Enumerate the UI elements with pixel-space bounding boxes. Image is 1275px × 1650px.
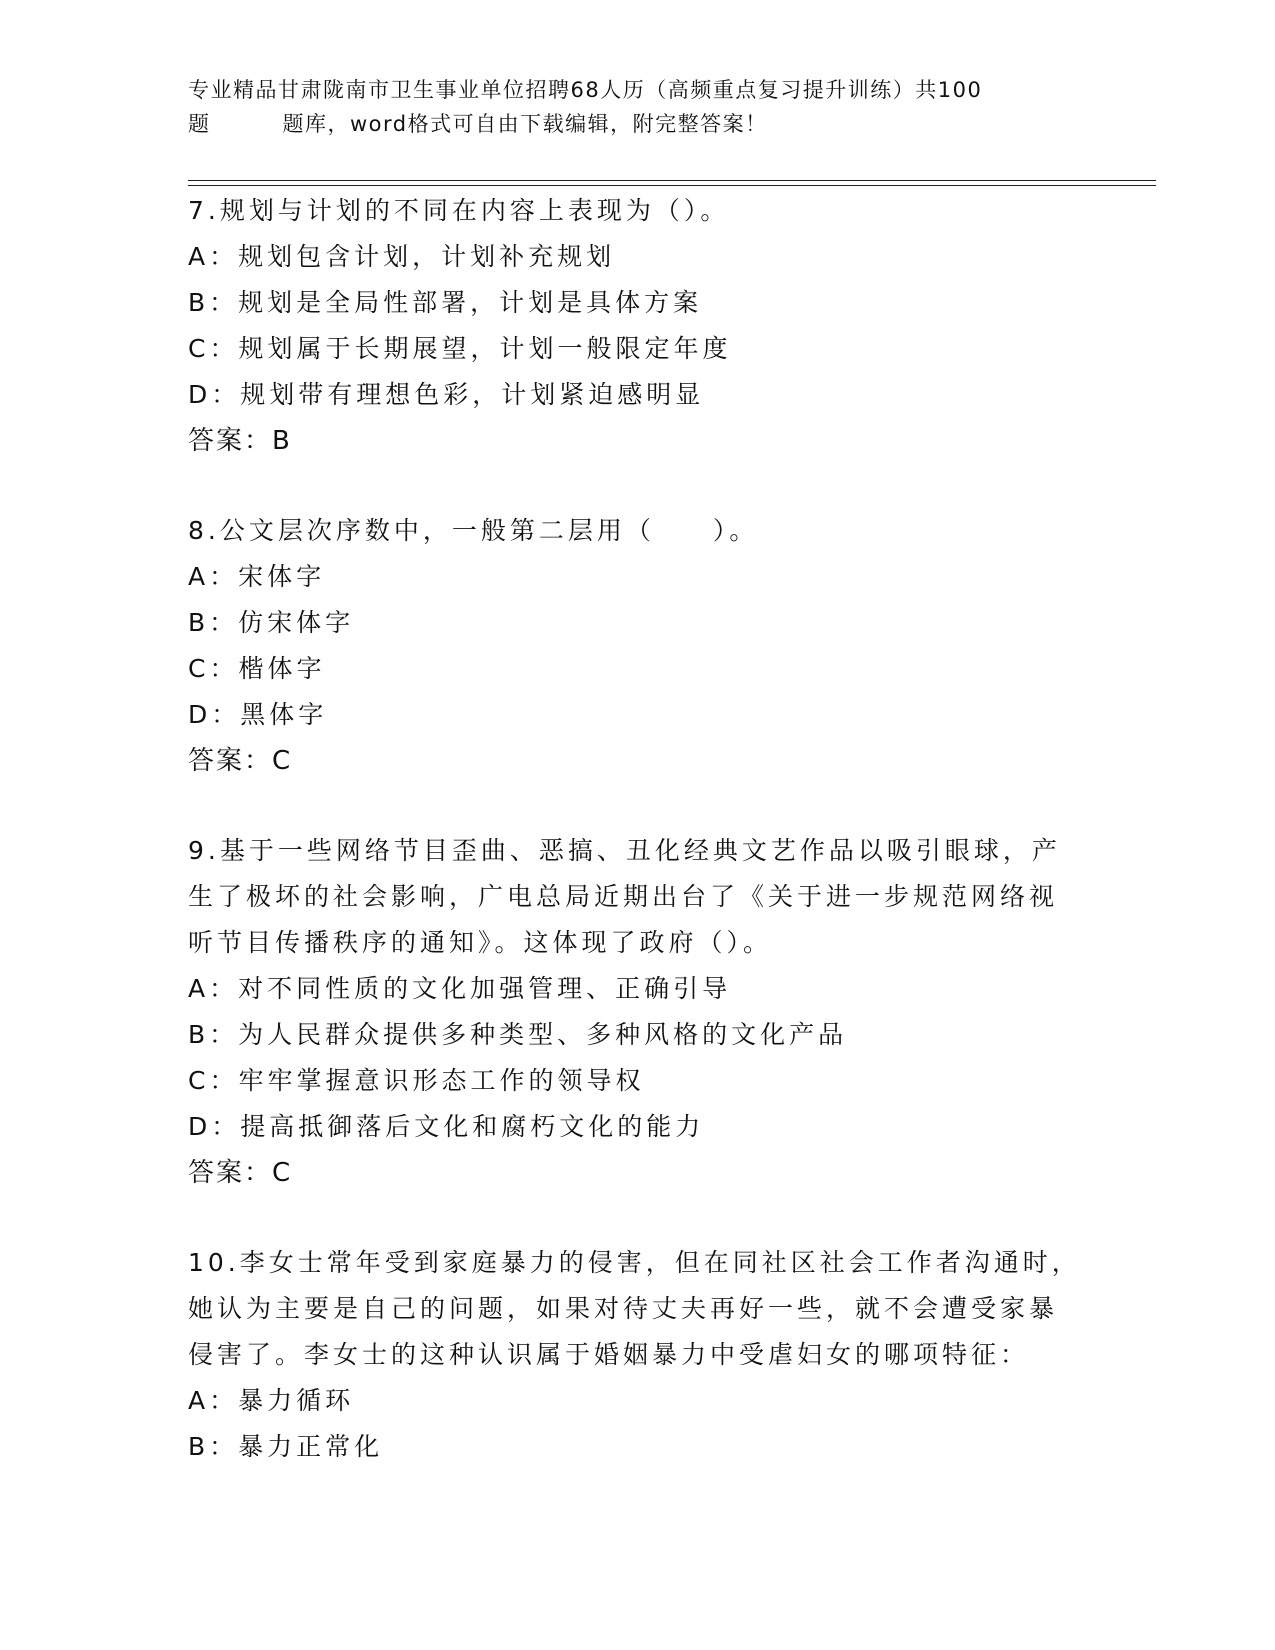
answer-label: 答案：C: [188, 1158, 293, 1188]
header-divider-bottom: [188, 185, 1156, 186]
option-a: A：暴力循环: [188, 1386, 355, 1415]
question-item: [188, 828, 1088, 1196]
question-stem-line-2: 她认为主要是自己的问题，如果对待丈夫再好一些，就不会遭受家暴: [188, 1294, 1059, 1323]
answer-label: 答案：C: [188, 746, 293, 776]
option-d: D：规划带有理想色彩，计划紧迫感明显: [188, 380, 705, 409]
question-stem-line-3: 侵害了。李女士的这种认识属于婚姻暴力中受虐妇女的哪项特征：: [188, 1340, 1030, 1369]
question-item: [188, 508, 1088, 784]
option-b: B：规划是全局性部署，计划是具体方案: [188, 288, 703, 317]
option-a: A：宋体字: [188, 562, 326, 591]
header-title-line-1: 专业精品甘肃陇南市卫生事业单位招聘68人历（高频重点复习提升训练）共100: [188, 78, 983, 102]
option-c: C：楷体字: [188, 654, 326, 683]
option-a: A：对不同性质的文化加强管理、正确引导: [188, 974, 732, 1003]
question-item: [188, 188, 1088, 464]
question-stem: 7.规划与计划的不同在内容上表现为（）。: [188, 196, 730, 225]
header-title-line-2-left: 题: [188, 112, 211, 136]
header-divider-top: [188, 180, 1156, 181]
option-a: A：规划包含计划，计划补充规划: [188, 242, 616, 271]
option-b: B：仿宋体字: [188, 608, 355, 637]
option-c: C：牢牢掌握意识形态工作的领导权: [188, 1066, 645, 1095]
question-stem-line-1: 9.基于一些网络节目歪曲、恶搞、丑化经典文艺作品以吸引眼球，产: [188, 836, 1061, 865]
question-stem: 8.公文层次序数中，一般第二层用（ ）。: [188, 516, 759, 545]
question-list: [188, 188, 1088, 1514]
option-b: B：为人民群众提供多种类型、多种风格的文化产品: [188, 1020, 848, 1049]
question-stem-line-1: 10.李女士常年受到家庭暴力的侵害，但在同社区社会工作者沟通时，: [188, 1248, 1081, 1277]
question-item: [188, 1240, 1088, 1470]
header-title-line-2: [188, 107, 1068, 141]
page-header: [188, 73, 1068, 141]
header-title-line-2-right: 题库，word格式可自由下载编辑，附完整答案！: [282, 112, 768, 136]
question-stem-line-3: 听节目传播秩序的通知》。这体现了政府（）。: [188, 928, 773, 957]
option-b: B：暴力正常化: [188, 1432, 384, 1461]
option-d: D：黑体字: [188, 700, 328, 729]
question-stem-line-2: 生了极坏的社会影响，广电总局近期出台了《关于进一步规范网络视: [188, 882, 1059, 911]
option-c: C：规划属于长期展望，计划一般限定年度: [188, 334, 732, 363]
option-d: D：提高抵御落后文化和腐朽文化的能力: [188, 1112, 705, 1141]
answer-label: 答案：B: [188, 426, 292, 456]
